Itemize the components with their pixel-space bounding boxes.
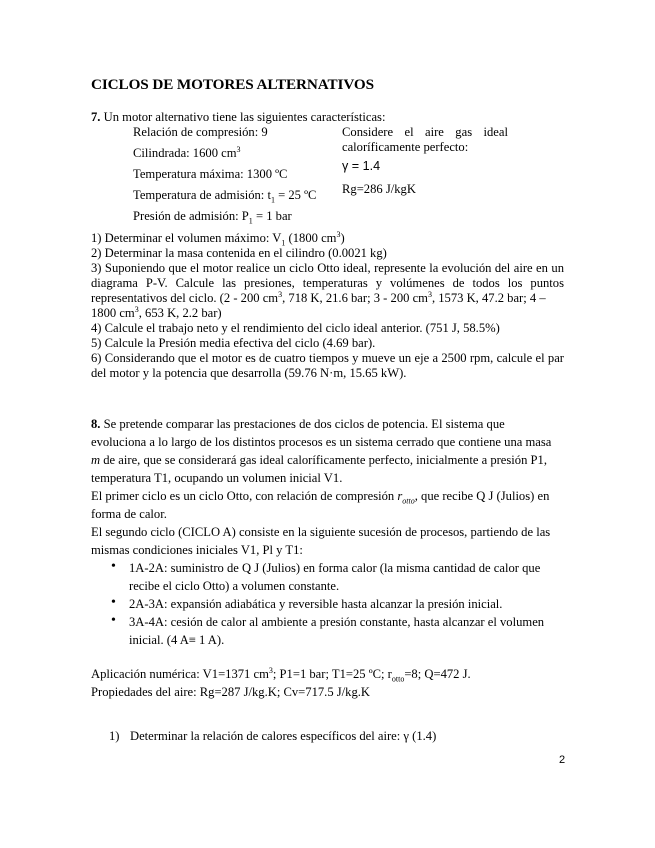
process-1a-2a-line1: 1A-2A: suministro de Q J (Julios) en forma calor (la misma cantidad de calor que: [129, 561, 541, 575]
problem8-intro-line4: temperatura T1, ocupando un volumen inicial V1.: [91, 471, 343, 485]
problem7-intro: 7. Un motor alternativo tiene las siguientes características:: [91, 110, 386, 124]
spec-intake-pressure: Presión de admisión: $P_1 = 1$ bar: [133, 209, 292, 226]
question-3-line3: representativos del ciclo. (2 - 200 $cm^3$, 718 K, 21.6 bar; 3 - 200 $cm^3$, 1573 K, 47.2 bar; 4 –: [91, 289, 546, 305]
otto-cycle-line2: forma de calor.: [91, 507, 167, 521]
cycle-a-line1: El segundo ciclo (CICLO A) consiste en la siguiente sucesión de procesos, partiendo de las: [91, 525, 551, 539]
gas-constant: Rg=286 J/kgK: [342, 182, 416, 196]
problem8-intro-line1: 8. Se pretende comparar las prestaciones de dos ciclos de potencia. El sistema que: [91, 417, 505, 431]
bullet-1: •: [111, 559, 116, 574]
question-6-line1: 6) Considerando que el motor es de cuatro tiempos y mueve un eje a 2500 rpm, calcule el par: [91, 351, 564, 365]
gas-assumption-line1: Considere el aire gas ideal: [342, 125, 508, 139]
process-2a-3a: 2A-3A: expansión adiabática y reversible hasta alcanzar la presión inicial.: [129, 597, 503, 611]
spec-intake-temperature: Temperatura de admisión: $t_1 = 25$ ºC: [133, 188, 317, 205]
bullet-3: •: [111, 613, 116, 628]
numeric-application: Aplicación numérica: V1=1371 $cm^3$; P1=1 bar; T1=25 ºC; $r_{otto}=8$; Q=472 J.: [91, 665, 471, 684]
process-1a-2a-line2: recibe el ciclo Otto) a volumen constante.: [129, 579, 340, 593]
gamma-value: γ = 1.4: [342, 159, 381, 173]
question-6-line2: del motor y la potencia que desarrolla (59.76 N·m, 15.65 kW).: [91, 366, 407, 380]
problem8-number: 8.: [91, 417, 101, 431]
process-3a-4a-line1: 3A-4A: cesión de calor al ambiente a presión constante, hasta alcanzar el volumen: [129, 615, 545, 629]
question-3-line1: 3) Suponiendo que el motor realice un ciclo Otto ideal, represente la evolución del aire en un: [91, 261, 564, 275]
sub-question-1-number: 1): [109, 729, 120, 743]
question-5: 5) Calcule la Presión media efectiva del ciclo (4.69 bar).: [91, 336, 376, 350]
question-2: 2) Determinar la masa contenida en el cilindro (0.0021 kg): [91, 246, 387, 260]
question-1: 1) Determinar el volumen máximo: $V_1$ (1800 $cm^3$): [91, 229, 345, 248]
problem8-intro-line2: evoluciona a lo largo de los distintos procesos es un sistema cerrado que contiene una masa: [91, 435, 552, 449]
question-3-line2: diagrama P-V. Calcule las presiones, temperaturas y volúmenes de todos los puntos: [91, 276, 564, 290]
spec-max-temperature: Temperatura máxima: 1300 ºC: [133, 167, 288, 181]
process-3a-4a-line2: inicial. (4 A≡ 1 A).: [129, 633, 225, 647]
question-3-line4: 1800 $cm^3$, 653 K, 2.2 bar): [91, 304, 222, 320]
air-properties: Propiedades del aire: Rg=287 J/kg.K; Cv=717.5 J/kg.K: [91, 685, 370, 699]
problem8-intro-line3: m de aire, que se considerará gas ideal caloríficamente perfecto, inicialmente a presión P1,: [91, 453, 547, 467]
otto-cycle-line1: El primer ciclo es un ciclo Otto, con relación de compresión $r_{otto}$, que recibe Q J (Julios) en: [91, 489, 550, 506]
problem7-number: 7.: [91, 110, 101, 124]
gas-assumption-line2: caloríficamente perfecto:: [342, 140, 469, 154]
page-number: 2: [559, 754, 566, 766]
sub-question-1: Determinar la relación de calores específicos del aire: γ (1.4): [130, 729, 437, 743]
cycle-a-line2: mismas condiciones iniciales V1, Pl y T1:: [91, 543, 303, 557]
spec-displacement: Cilindrada: 1600 $cm^3$: [133, 144, 241, 160]
question-4: 4) Calcule el trabajo neto y el rendimiento del ciclo ideal anterior. (751 J, 58.5%): [91, 321, 500, 335]
bullet-2: •: [111, 595, 116, 610]
page-title: CICLOS DE MOTORES ALTERNATIVOS: [91, 76, 374, 93]
spec-compression: Relación de compresión: 9: [133, 125, 268, 139]
